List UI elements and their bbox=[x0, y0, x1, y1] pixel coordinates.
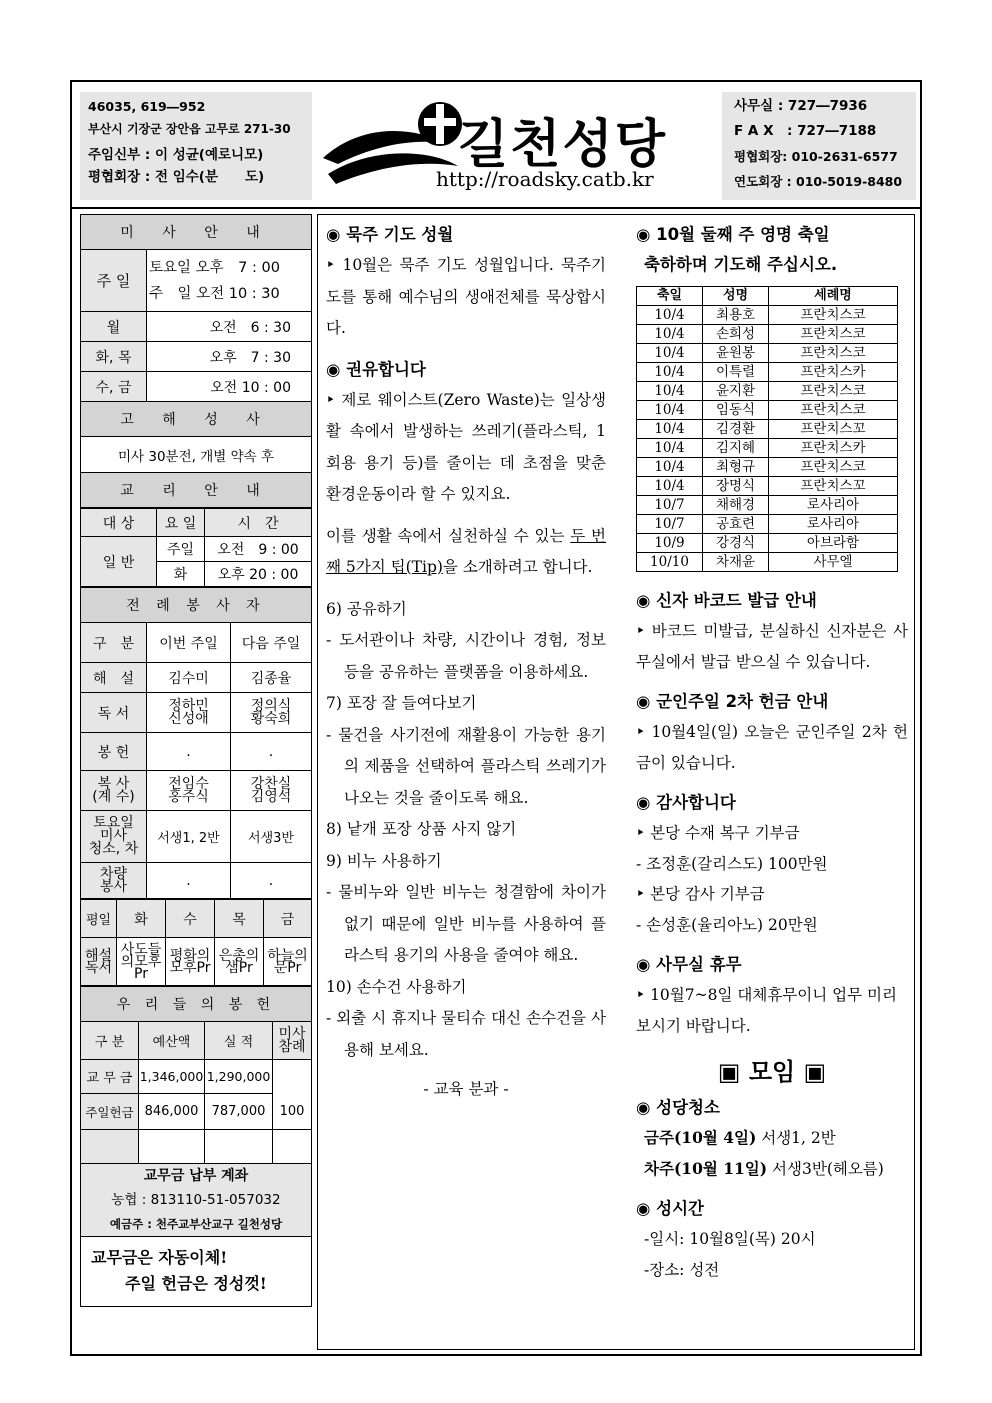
doctrine-header: 요 일 bbox=[157, 509, 205, 537]
pastor: 주임신부 : 이 성균(예로니모) bbox=[88, 147, 264, 163]
feast-name: 최형규 bbox=[703, 458, 769, 477]
header-left-info bbox=[80, 92, 312, 200]
feast-date: 10/4 bbox=[637, 401, 703, 420]
office-body: ‣ 10월7~8일 대체휴무이니 업무 미리 보시기 바랍니다. bbox=[636, 986, 897, 1035]
feast-name: 김경환 bbox=[703, 420, 769, 439]
offering-empty bbox=[205, 1130, 273, 1164]
weekday-header: 평일 bbox=[81, 900, 117, 938]
header-divider bbox=[72, 207, 920, 209]
office-title: ◉ 사무실 휴무 bbox=[636, 955, 742, 974]
feast-baptismal: 프란치스카 bbox=[769, 439, 898, 458]
offering-actual: 787,000 bbox=[205, 1094, 273, 1130]
thanks-line: ‣ 본당 감사 기부금 bbox=[636, 885, 765, 903]
feast-name: 임동식 bbox=[703, 401, 769, 420]
military-title: ◉ 군인주일 2차 헌금 안내 bbox=[636, 692, 829, 711]
mass-time: 오전 6 : 30 bbox=[147, 312, 312, 342]
tip-title: 8) 낱개 포장 상품 사지 않기 bbox=[326, 820, 517, 838]
middle-column bbox=[326, 220, 606, 1106]
feast-baptismal: 프란치스코 bbox=[769, 325, 898, 344]
feast-baptismal: 프란치스카 bbox=[769, 363, 898, 382]
liturgy-title: 전 례 봉 사 자 bbox=[81, 588, 312, 623]
feast-baptismal: 프란치스코 bbox=[769, 344, 898, 363]
liturgy-this: . bbox=[147, 863, 231, 899]
account-title: 교무금 납부 계좌 bbox=[143, 1168, 249, 1184]
feast-date: 10/4 bbox=[637, 344, 703, 363]
feast-date: 10/7 bbox=[637, 496, 703, 515]
feast-row bbox=[637, 534, 898, 553]
offering-header: 미사 참례 bbox=[273, 1022, 312, 1060]
military-body: ‣ 10월4일(일) 오늘은 군인주일 2차 헌금이 있습니다. bbox=[636, 723, 908, 772]
mass-sunday-time: 주 일 오전 10 : 30 bbox=[149, 285, 280, 302]
feast-row bbox=[637, 439, 898, 458]
feast-title: ◉ 10월 둘째 주 영명 축일 bbox=[636, 225, 830, 244]
tip-desc: - 물건을 사기전에 재활용이 가능한 용기의 제품을 선택하여 플라스틱 쓰레기가 나오는 것을 줄이도록 해요. bbox=[326, 725, 606, 807]
liturgy-header: 이번 주일 bbox=[147, 623, 231, 663]
tip-desc: - 물비누와 일반 비누는 청결함에 차이가 없기 때문에 일반 비누를 사용하여 플라스틱 용기의 사용을 줄여야 해요. bbox=[326, 883, 606, 964]
cleaning-next-label: 차주(10월 11일) bbox=[644, 1158, 768, 1178]
feast-name: 윤지환 bbox=[703, 382, 769, 401]
tip-title: 7) 포장 잘 들여다보기 bbox=[326, 694, 477, 712]
mass-day: 수, 금 bbox=[81, 372, 147, 402]
liturgy-role: 복 사 (계 수) bbox=[81, 771, 147, 811]
feast-name: 채해경 bbox=[703, 496, 769, 515]
weekday-value: 은총의 샘Pr bbox=[215, 938, 264, 986]
liturgy-next: 김종율 bbox=[231, 663, 312, 693]
weekday-role: 해설 독서 bbox=[81, 938, 117, 986]
feast-header: 축일 bbox=[637, 287, 703, 306]
liturgy-this: 서생1, 2반 bbox=[147, 811, 231, 863]
feast-row bbox=[637, 382, 898, 401]
feast-name: 공효련 bbox=[703, 515, 769, 534]
feast-row bbox=[637, 420, 898, 439]
tip-desc: - 외출 시 휴지나 물티슈 대신 손수건을 사용해 보세요. bbox=[326, 1009, 606, 1059]
liturgy-next: 강찬실 김영석 bbox=[231, 771, 312, 811]
mass-saturday-time: 토요일 오후 7 : 00 bbox=[149, 259, 280, 276]
liturgy-role: 차량 봉사 bbox=[81, 863, 147, 899]
tip-title: 9) 비누 사용하기 bbox=[326, 851, 442, 870]
header-right-contact bbox=[722, 92, 916, 200]
feast-row bbox=[637, 477, 898, 496]
thanks-line: - 조정훈(갈리스도) 100만원 bbox=[636, 854, 828, 873]
assoc-phone: 연도회장 : 010-5019-8480 bbox=[734, 174, 903, 189]
confession-text: 미사 30분전, 개별 약속 후 bbox=[81, 437, 312, 473]
weekday-table bbox=[80, 899, 312, 986]
doctrine-header: 시 간 bbox=[205, 509, 312, 537]
office-phone: 사무실 : 727―7936 bbox=[734, 98, 868, 114]
auto-line: 주일 헌금은 정성껏! bbox=[125, 1274, 267, 1293]
feast-baptismal: 아브라함 bbox=[769, 534, 898, 553]
feast-subtitle: 축하하며 기도해 주십시오. bbox=[644, 255, 838, 274]
feast-table bbox=[636, 286, 898, 572]
feast-row bbox=[637, 344, 898, 363]
postal-code: 46035, 619―952 bbox=[88, 99, 206, 114]
thanks-line: - 손성훈(율리아노) 20만원 bbox=[636, 915, 818, 934]
church-name: 길천성당 bbox=[458, 115, 667, 175]
offering-empty bbox=[273, 1130, 312, 1164]
thanks-title: ◉ 감사합니다 bbox=[636, 793, 736, 812]
doctrine-target: 일 반 bbox=[81, 537, 157, 587]
feast-header: 세례명 bbox=[769, 287, 898, 306]
feast-name: 이특렬 bbox=[703, 363, 769, 382]
offering-budget: 1,346,000 bbox=[139, 1060, 205, 1094]
feast-date: 10/4 bbox=[637, 325, 703, 344]
feast-baptismal: 프란치스코 bbox=[769, 401, 898, 420]
mass-sunday-label: 주 일 bbox=[81, 250, 147, 312]
auto-line: 교무금은 자동이체! bbox=[91, 1248, 228, 1267]
doctrine-day: 화 bbox=[157, 562, 205, 587]
liturgy-role: 봉 헌 bbox=[81, 733, 147, 771]
offering-label: 교 무 금 bbox=[81, 1060, 139, 1094]
cleaning-this-value: 서생1, 2반 bbox=[756, 1129, 836, 1147]
doctrine-title: 교 리 안 내 bbox=[81, 473, 312, 508]
feast-row bbox=[637, 325, 898, 344]
right-column bbox=[636, 220, 908, 1285]
doctrine-header: 대 상 bbox=[81, 509, 157, 537]
council-president: 평협회장 : 전 임수(분 도) bbox=[88, 169, 265, 185]
mass-table bbox=[80, 214, 312, 508]
feast-date: 10/4 bbox=[637, 382, 703, 401]
feast-baptismal: 사무엘 bbox=[769, 553, 898, 572]
feast-row bbox=[637, 306, 898, 325]
feast-row bbox=[637, 515, 898, 534]
feast-date: 10/4 bbox=[637, 439, 703, 458]
liturgy-header: 구 분 bbox=[81, 623, 147, 663]
recommend-body: ‣ 제로 웨이스트(Zero Waste)는 일상생활 속에서 발생하는 쓰레기(플라스틱, 1회용 용기 등)를 줄이는 데 초점을 맞춘 환경운동이라 할 수 있지요. bbox=[326, 390, 606, 503]
feast-baptismal: 프란치스코 bbox=[769, 382, 898, 401]
weekday-header: 화 bbox=[117, 900, 166, 938]
doctrine-table bbox=[80, 508, 312, 587]
feast-name: 장명식 bbox=[703, 477, 769, 496]
offering-actual: 1,290,000 bbox=[205, 1060, 273, 1094]
feast-row bbox=[637, 363, 898, 382]
liturgy-next: . bbox=[231, 863, 312, 899]
liturgy-header: 다음 주일 bbox=[231, 623, 312, 663]
website-link[interactable]: http://roadsky.catb.kr bbox=[436, 167, 654, 191]
intro-text: 이를 생활 속에서 실천하실 수 있는 bbox=[326, 526, 571, 545]
tip-desc: - 도서관이나 차량, 시간이나 경험, 정보 등을 공유하는 플랫폼을 이용하세요. bbox=[326, 631, 606, 681]
mass-title: 미 사 안 내 bbox=[81, 215, 312, 250]
offering-header: 예산액 bbox=[139, 1022, 205, 1060]
feast-name: 김지혜 bbox=[703, 439, 769, 458]
offering-header: 구 분 bbox=[81, 1022, 139, 1060]
rosary-title: ◉ 묵주 기도 성월 bbox=[326, 225, 454, 244]
liturgy-this: 전임수 홍주식 bbox=[147, 771, 231, 811]
weekday-value: 사도들 의모후 Pr bbox=[117, 938, 166, 986]
feast-name: 차재윤 bbox=[703, 553, 769, 572]
feast-date: 10/9 bbox=[637, 534, 703, 553]
liturgy-next: . bbox=[231, 733, 312, 771]
council-phone: 평협회장: 010-2631-6577 bbox=[734, 149, 898, 164]
offering-table bbox=[80, 986, 312, 1164]
feast-row bbox=[637, 401, 898, 420]
cleaning-next-value: 서생3반(헤오름) bbox=[767, 1159, 884, 1178]
weekday-value: 평화의 모후Pr bbox=[166, 938, 215, 986]
feast-row bbox=[637, 553, 898, 572]
offering-header: 실 적 bbox=[205, 1022, 273, 1060]
liturgy-table bbox=[80, 587, 312, 899]
doctrine-time: 오후 20 : 00 bbox=[205, 562, 312, 587]
offering-title: 우 리 들 의 봉 헌 bbox=[81, 987, 312, 1022]
feast-date: 10/4 bbox=[637, 420, 703, 439]
intro-text: 을 소개하려고 합니다. bbox=[442, 558, 593, 576]
offering-attendance: 100 bbox=[273, 1060, 312, 1130]
offering-budget: 846,000 bbox=[139, 1094, 205, 1130]
mass-day: 화, 목 bbox=[81, 342, 147, 372]
address: 부산시 기장군 장안읍 고무로 271-30 bbox=[88, 122, 291, 136]
feast-baptismal: 프란치스코 bbox=[769, 458, 898, 477]
liturgy-next: 서생3반 bbox=[231, 811, 312, 863]
feast-date: 10/10 bbox=[637, 553, 703, 572]
liturgy-role: 해 설 bbox=[81, 663, 147, 693]
tip-title: 6) 공유하기 bbox=[326, 599, 407, 618]
auto-transfer-note bbox=[80, 1237, 312, 1307]
account-number: 농협 : 813110-51-057032 bbox=[111, 1192, 281, 1208]
doctrine-time: 오전 9 : 00 bbox=[205, 537, 312, 562]
holyhour-line: -장소: 성전 bbox=[644, 1260, 720, 1279]
cleaning-title: ◉ 성당청소 bbox=[636, 1098, 720, 1117]
mass-day: 월 bbox=[81, 312, 147, 342]
feast-name: 손희성 bbox=[703, 325, 769, 344]
signature: - 교육 분과 - bbox=[423, 1080, 509, 1098]
feast-baptismal: 로사리아 bbox=[769, 515, 898, 534]
recommend-intro bbox=[326, 521, 606, 584]
account-box bbox=[80, 1164, 312, 1237]
mass-time: 오전 10 : 00 bbox=[147, 372, 312, 402]
feast-rows bbox=[637, 306, 898, 572]
intro-underlined: 두 번째 5가지 팁(Tip) bbox=[326, 526, 607, 576]
feast-name: 윤원봉 bbox=[703, 344, 769, 363]
cleaning-next bbox=[636, 1154, 908, 1185]
weekday-header: 목 bbox=[215, 900, 264, 938]
thanks-line: ‣ 본당 수재 복구 기부금 bbox=[636, 824, 800, 842]
liturgy-this: 김수미 bbox=[147, 663, 231, 693]
recommend-title: ◉ 권유합니다 bbox=[326, 359, 426, 379]
tip-title: 10) 손수건 사용하기 bbox=[326, 977, 467, 996]
feast-date: 10/7 bbox=[637, 515, 703, 534]
left-column bbox=[80, 214, 312, 1307]
offering-empty bbox=[139, 1130, 205, 1164]
feast-baptismal: 프란치스꼬 bbox=[769, 420, 898, 439]
feast-header: 성명 bbox=[703, 287, 769, 306]
weekday-header: 수 bbox=[166, 900, 215, 938]
feast-date: 10/4 bbox=[637, 306, 703, 325]
feast-row bbox=[637, 496, 898, 515]
feast-date: 10/4 bbox=[637, 477, 703, 496]
fax: F A X : 727―7188 bbox=[734, 123, 877, 139]
feast-name: 최용호 bbox=[703, 306, 769, 325]
rosary-body: ‣ 10월은 묵주 기도 성월입니다. 묵주기도를 통해 예수님의 생애전체를 묵상합시다. bbox=[326, 256, 606, 337]
weekday-header: 금 bbox=[264, 900, 312, 938]
holyhour-line: -일시: 10월8일(목) 20시 bbox=[644, 1230, 816, 1248]
barcode-title: ◉ 신자 바코드 발급 안내 bbox=[636, 591, 817, 610]
feast-name: 강경식 bbox=[703, 534, 769, 553]
feast-baptismal: 로사리아 bbox=[769, 496, 898, 515]
mass-time: 오후 7 : 30 bbox=[147, 342, 312, 372]
feast-baptismal: 프란치스꼬 bbox=[769, 477, 898, 496]
confession-title: 고 해 성 사 bbox=[81, 402, 312, 437]
cleaning-this bbox=[636, 1123, 908, 1154]
doctrine-day: 주일 bbox=[157, 537, 205, 562]
weekday-value: 하늘의 문Pr bbox=[264, 938, 312, 986]
barcode-body: ‣ 바코드 미발급, 분실하신 신자분은 사무실에서 발급 받으실 수 있습니다. bbox=[636, 622, 908, 671]
holyhour-title: ◉ 성시간 bbox=[636, 1199, 704, 1218]
feast-date: 10/4 bbox=[637, 458, 703, 477]
feast-row bbox=[637, 458, 898, 477]
offering-label: 주일헌금 bbox=[81, 1094, 139, 1130]
cleaning-this-label: 금주(10월 4일) bbox=[644, 1128, 757, 1147]
feast-date: 10/4 bbox=[637, 363, 703, 382]
liturgy-role: 토요일 미사 청소, 차 bbox=[81, 811, 147, 863]
meeting-title: ▣ 모임 ▣ bbox=[717, 1058, 827, 1086]
offering-empty bbox=[81, 1130, 139, 1164]
liturgy-this: 정하민 신성애 bbox=[147, 693, 231, 733]
feast-baptismal: 프란치스코 bbox=[769, 306, 898, 325]
liturgy-this: . bbox=[147, 733, 231, 771]
liturgy-next: 정의식 황숙희 bbox=[231, 693, 312, 733]
account-holder: 예금주 : 천주교부산교구 길천성당 bbox=[109, 1217, 283, 1231]
liturgy-role: 독 서 bbox=[81, 693, 147, 733]
